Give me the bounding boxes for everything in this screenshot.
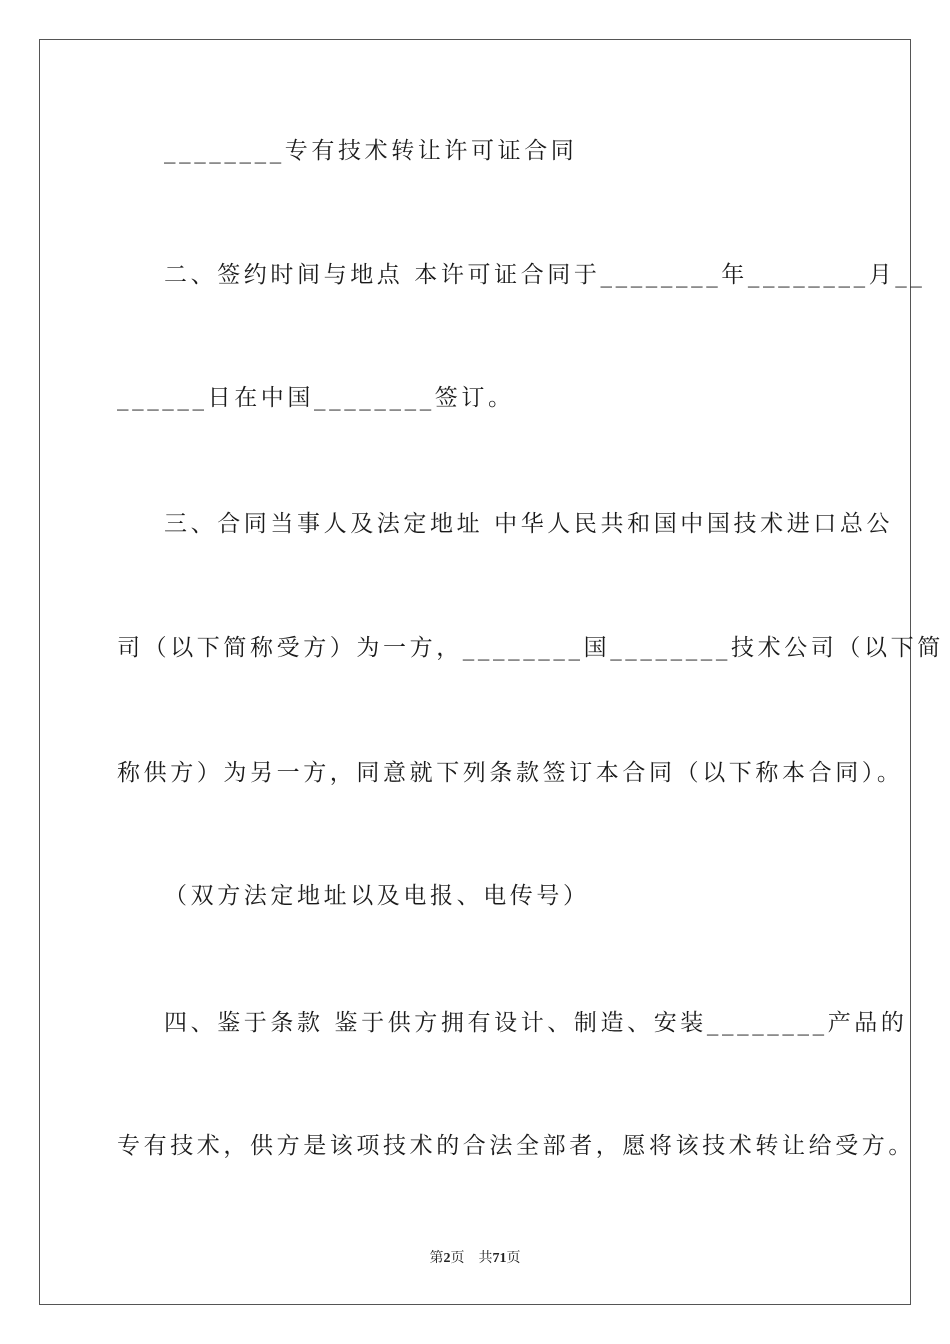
total-unit: 页 [506, 1251, 521, 1266]
page-footer [0, 1247, 950, 1267]
page-border [39, 39, 944, 1305]
whereas-continuation-line: 专有技术，供方是该项技术的合法全部者，愿将该技术转让给受方。 [117, 1133, 915, 1159]
whereas-clause-line: 四、鉴于条款 鉴于供方拥有设计、制造、安装________产品的 [164, 1010, 908, 1036]
parties-address-line: 三、合同当事人及法定地址 中华人民共和国中国技术进口总公 [164, 511, 894, 537]
signing-date-continuation-line: ______日在中国________签订。 [117, 385, 515, 411]
parties-continuation-line-1: 司（以下简称受方）为一方，________国________技术公司（以下简 [117, 635, 944, 661]
total-prefix: 共 [478, 1251, 493, 1266]
page-prefix: 第 [429, 1251, 444, 1266]
address-note-line: （双方法定地址以及电报、电传号） [164, 883, 590, 909]
signing-time-place-line: 二、签约时间与地点 本许可证合同于________年________月__ [164, 262, 926, 288]
page-unit: 页 [450, 1251, 465, 1266]
parties-continuation-line-2: 称供方）为另一方，同意就下列条款签订本合同（以下称本合同）。 [117, 760, 904, 786]
current-page-number: 2 [443, 1251, 451, 1266]
contract-title-line: ________专有技术转让许可证合同 [164, 138, 578, 164]
total-page-number: 71 [492, 1251, 507, 1266]
